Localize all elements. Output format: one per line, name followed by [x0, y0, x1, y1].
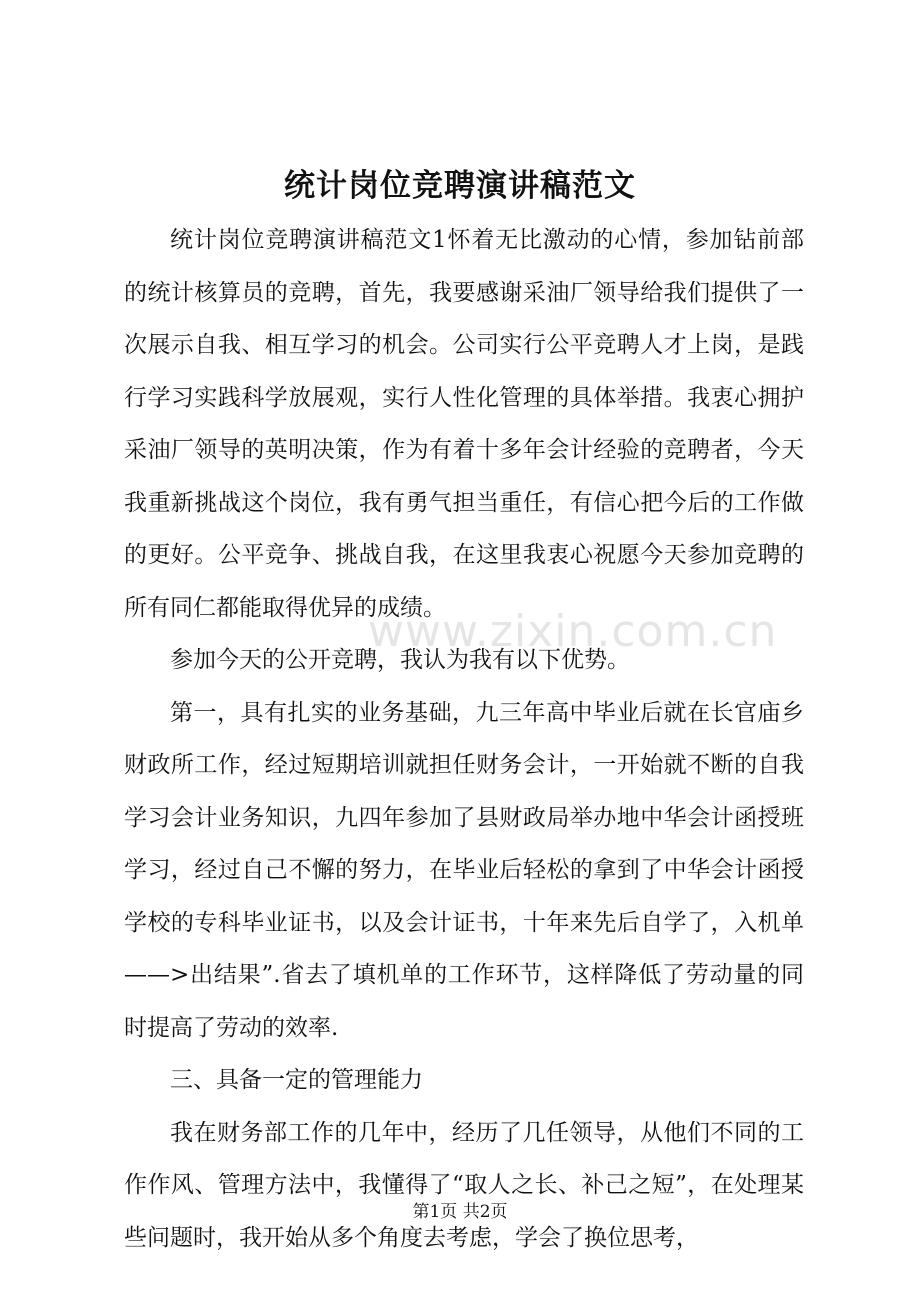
document-title: 统计岗位竞聘演讲稿范文 — [284, 168, 636, 204]
page-footer: 第1页 共2页 — [412, 1202, 508, 1222]
document-body — [124, 214, 804, 1264]
paragraph-advantages: 参加今天的公开竞聘，我认为我有以下优势。 — [170, 647, 630, 673]
watermark: www.zixin.com.cn — [368, 606, 778, 657]
section-heading-management: 三、具备一定的管理能力 — [170, 1067, 423, 1093]
paragraph-management: 我在财务部工作的几年中，经历了几任领导，从他们不同的工作作风、管理方法中，我懂得了“取人之长、补己之短”，在处理某些问题时，我开始从多个角度去考虑，学会了换位思考， — [124, 1119, 804, 1251]
paragraph-intro: 统计岗位竞聘演讲稿范文1怀着无比激动的心情，参加钻前部的统计核算员的竞聘，首先，我要感谢采油厂领导给我们提供了一次展示自我、相互学习的机会。公司实行公平竞聘人才上岗，是践行学习实践科学放展观，实行人性化管理的具体举措。我衷心拥护采油厂领导的英明决策，作为有着十多年会计经验的竞聘者，今天我重新挑战这个岗位，我有勇气担当重任，有信心把今后的工作做的更好。公平竞争、挑战自我，在这里我衷心祝愿今天参加竞聘的所有同仁都能取得优异的成绩。 — [124, 227, 804, 621]
paragraph-first-point: 第一，具有扎实的业务基础，九三年高中毕业后就在长官庙乡财政所工作，经过短期培训就担任财务会计，一开始就不断的自我学习会计业务知识，九四年参加了县财政局举办地中华会计函授班学习，经过自己不懈的努力，在毕业后轻松的拿到了中华会计函授学校的专科毕业证书，以及会计证书，十年来先后自学了，入机单——>出结果”.省去了填机单的工作环节，这样降低了劳动量的同时提高了劳动的效率. — [124, 699, 804, 1041]
